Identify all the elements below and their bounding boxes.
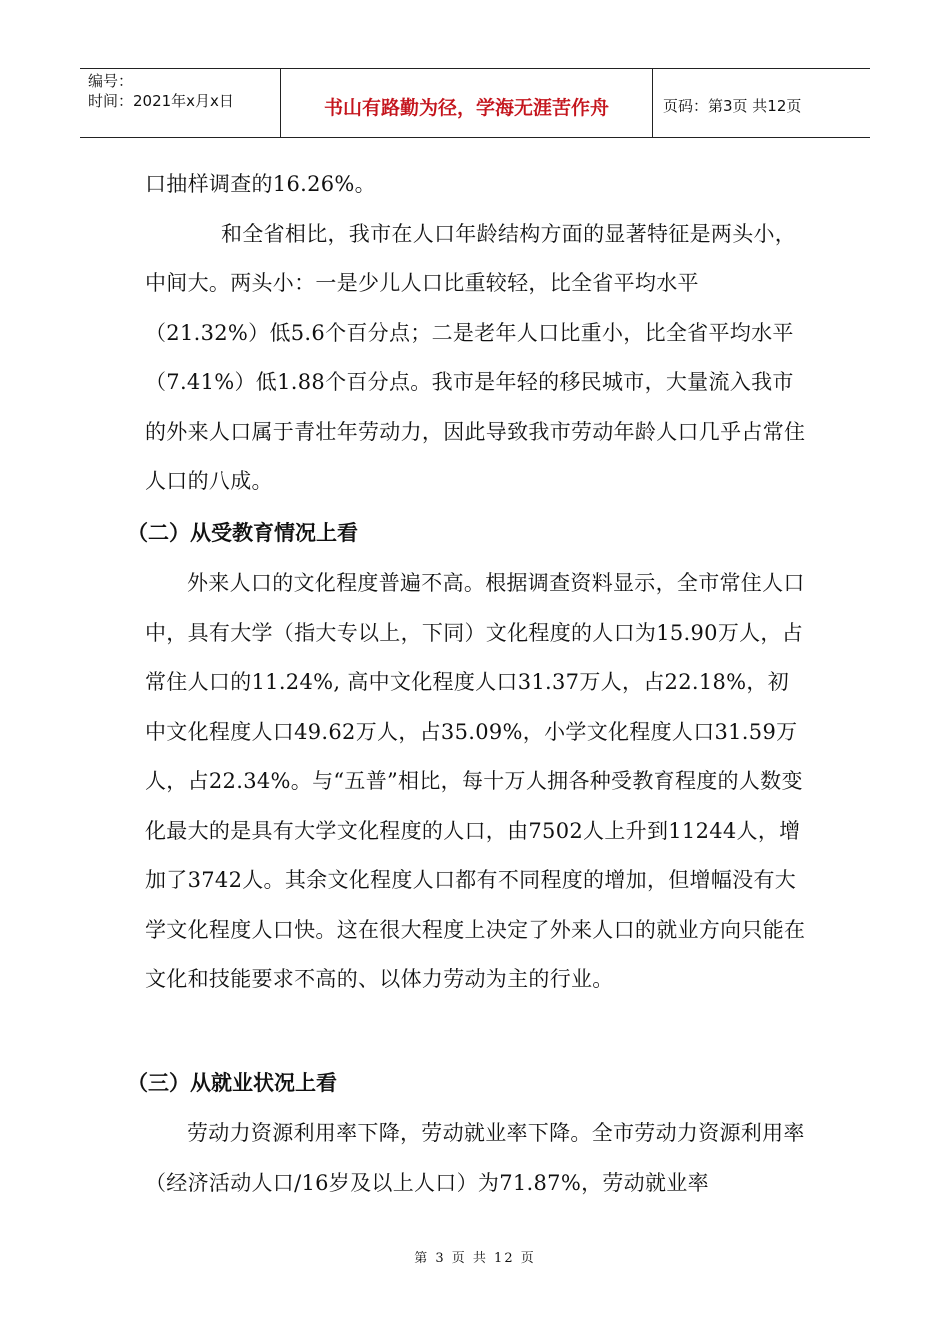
serial-label: 编号： xyxy=(88,72,134,90)
header-page-code: 页码：第3页 共12页 xyxy=(663,96,802,115)
header-motto: 书山有路勤为径，学海无涯苦作舟 xyxy=(281,69,653,137)
paragraph-continuation: 口抽样调查的16.26%。 xyxy=(145,172,376,196)
section-heading-education: （二）从受教育情况上看 xyxy=(127,521,358,545)
document-body xyxy=(145,160,810,507)
paragraph-age-structure: 和全省相比，我市在人口年龄结构方面的显著特征是两头小，中间大。两头小：一是少儿人口比重较轻，比全省平均水平（21.32%）低5.6个百分点；二是老年人口比重小，比全省平均水平（7.41%）低1.88个百分点。我市是年轻的移民城市，大量流入我市的外来人口属于青壮年劳动力，因此导致我市劳动年龄人口几乎占常住人口的八成。 xyxy=(145,221,806,493)
paragraph-education: 外来人口的文化程度普遍不高。根据调查资料显示，全市常住人口中，具有大学（指大专以上，下同）文化程度的人口为15.90万人，占常住人口的11.24%, 高中文化程度人口31.37万人，占22.18%，初中文化程度人口49.62万人，占35.09%，小学文化程度人口31.59万人，占22.34%。与“五普”相比，每十万人拥各种受教育程度的人数变化最大的是具有大学文化程度的人口，由7502人上升到11244人，增加了3742人。其余文化程度人口都有不同程度的增加，但增幅没有大学文化程度人口快。这在很大程度上决定了外来人口的就业方向只能在文化和技能要求不高的、以体力劳动为主的行业。 xyxy=(145,571,806,991)
date-label: 时间：2021年x月x日 xyxy=(88,92,234,110)
paragraph-employment: 劳动力资源利用率下降，劳动就业率下降。全市劳动力资源利用率（经济活动人口/16岁及以上人口）为71.87%，劳动就业率 xyxy=(145,1121,805,1195)
page-header xyxy=(80,68,870,138)
section-heading-employment: （三）从就业状况上看 xyxy=(127,1071,337,1095)
employment-body xyxy=(145,1109,810,1208)
page-footer: 第 3 页 共 12 页 xyxy=(414,1251,536,1266)
header-meta xyxy=(80,69,281,137)
education-body xyxy=(145,559,810,1005)
